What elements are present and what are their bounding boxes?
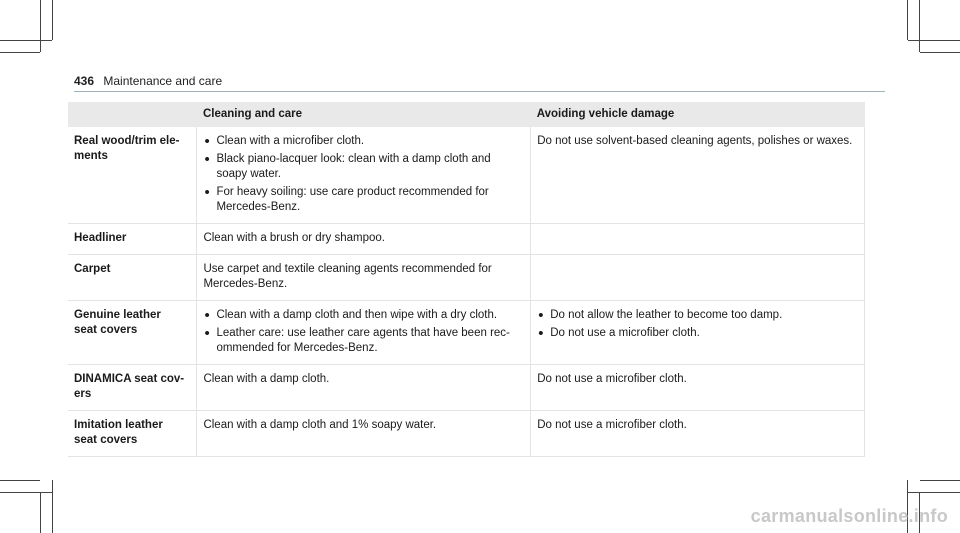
row-label: Headliner: [68, 224, 197, 255]
damage-cell: [531, 255, 865, 301]
page-number: 436: [74, 74, 95, 88]
watermark: carmanualsonline.info: [750, 506, 948, 526]
damage-cell: [531, 301, 865, 365]
row-label: Carpet: [68, 255, 197, 301]
column-header-cleaning: Cleaning and care: [197, 102, 531, 127]
column-header-damage: Avoiding vehicle damage: [531, 102, 865, 127]
care-table: [68, 102, 865, 457]
row-label: DINAMICA seat cov- ers: [68, 365, 197, 411]
crop-mark: [40, 0, 41, 52]
cleaning-cell: [197, 301, 531, 365]
cleaning-cell: Clean with a brush or dry shampoo.: [197, 224, 531, 255]
section-title: Maintenance and care: [103, 74, 223, 88]
damage-cell: [531, 224, 865, 255]
list-item: • Clean with a microfiber cloth.: [203, 134, 524, 149]
header-rule: [74, 91, 885, 92]
row-label: Real wood/trim ele- ments: [68, 127, 197, 224]
list-item: • For heavy soiling: use care product recommended for Mercedes-Benz.: [203, 185, 524, 215]
cleaning-cell: Use carpet and textile cleaning agents recommended for Mercedes-Benz.: [197, 255, 531, 301]
list-item: • Leather care: use leather care agents that have been rec-ommended for Mercedes-Benz.: [203, 326, 524, 356]
crop-mark: [920, 52, 960, 53]
table-header-row: [68, 102, 865, 127]
crop-mark: [908, 492, 960, 493]
crop-mark: [920, 480, 960, 481]
crop-mark: [40, 492, 41, 533]
cleaning-cell: Clean with a damp cloth.: [197, 365, 531, 411]
list-item: • Clean with a damp cloth and then wipe with a dry cloth.: [203, 308, 524, 323]
crop-mark: [0, 52, 40, 53]
page-header: [74, 74, 222, 88]
table-row: [68, 127, 865, 224]
crop-mark: [0, 492, 52, 493]
cleaning-cell: [197, 127, 531, 224]
row-label: Imitation leather seat covers: [68, 411, 197, 457]
column-header: [68, 102, 197, 127]
row-label: Genuine leather seat covers: [68, 301, 197, 365]
table-row: [68, 411, 865, 457]
crop-mark: [52, 0, 53, 40]
list-item: • Do not use a microfiber cloth.: [537, 326, 858, 341]
damage-cell: Do not use solvent-based cleaning agents, polishes or waxes.: [531, 127, 865, 224]
table-row: [68, 365, 865, 411]
table-row: [68, 301, 865, 365]
cleaning-cell: Clean with a damp cloth and 1% soapy water.: [197, 411, 531, 457]
crop-mark: [0, 480, 40, 481]
list-item: • Do not allow the leather to become too damp.: [537, 308, 858, 323]
crop-mark: [907, 0, 908, 40]
table-row: [68, 224, 865, 255]
list-item: • Black piano-lacquer look: clean with a damp cloth and soapy water.: [203, 152, 524, 182]
crop-mark: [52, 480, 53, 533]
crop-mark: [908, 40, 960, 41]
damage-cell: Do not use a microfiber cloth.: [531, 411, 865, 457]
damage-cell: Do not use a microfiber cloth.: [531, 365, 865, 411]
table-row: [68, 255, 865, 301]
crop-mark: [0, 40, 52, 41]
crop-mark: [919, 0, 920, 52]
